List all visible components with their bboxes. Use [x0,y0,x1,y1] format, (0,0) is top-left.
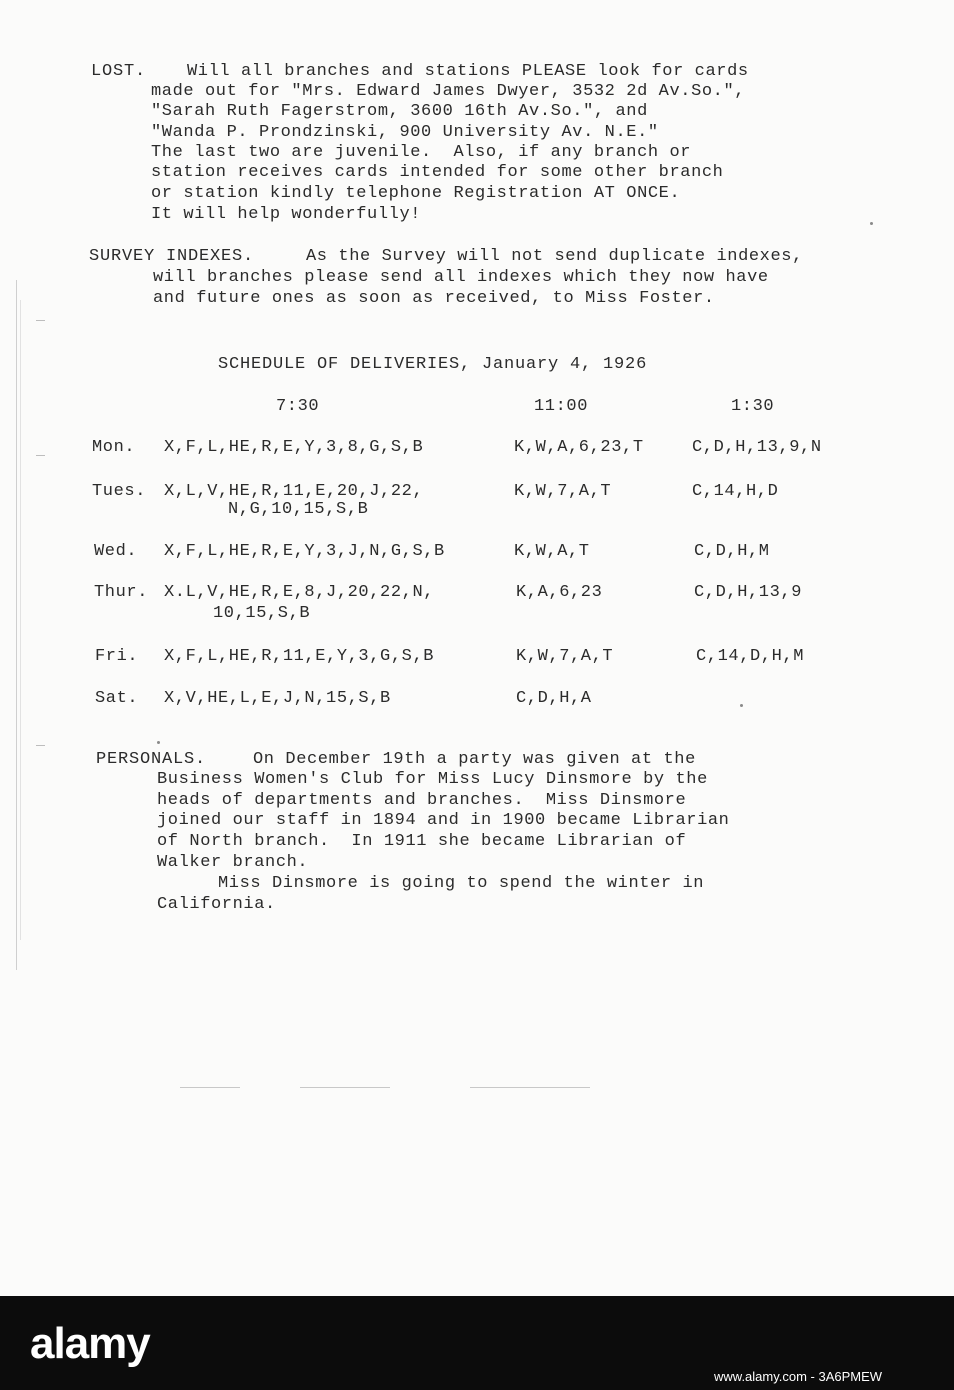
faint-rule [180,1087,240,1088]
schedule-day: Tues. [92,482,147,501]
survey-line: will branches please send all indexes which they now have [153,268,769,287]
personals-line: of North branch. In 1911 she became Librarian of [157,832,687,851]
faint-rule [300,1087,390,1088]
personals-line: Business Women's Club for Miss Lucy Dinsmore by the [157,770,708,789]
schedule-cell: C,D,H,M [694,542,770,561]
schedule-cell: C,14,H,D [692,482,779,501]
lost-line: "Sarah Ruth Fagerstrom, 3600 16th Av.So.", and [151,102,648,121]
margin-tick [36,455,45,456]
schedule-cell: X,L,V,HE,R,11,E,20,J,22, [164,482,424,501]
faint-rule [470,1087,590,1088]
schedule-cell: K,W,7,A,T [516,647,614,666]
schedule-cell: K,A,6,23 [516,583,603,602]
schedule-cell: X.L,V,HE,R,E,8,J,20,22,N, [164,583,435,602]
ink-speck [870,222,873,225]
schedule-cell: 10,15,S,B [213,604,311,623]
image-reference: www.alamy.com - 3A6PMEW [714,1369,883,1384]
schedule-cell: X,F,L,HE,R,E,Y,3,8,G,S,B [164,438,424,457]
lost-line: station receives cards intended for some other branch [151,163,724,182]
schedule-cell: K,W,7,A,T [514,482,612,501]
lost-line: Will all branches and stations PLEASE look for cards [187,62,749,81]
survey-line: and future ones as soon as received, to Miss Foster. [153,289,715,308]
schedule-cell: C,D,H,13,9 [694,583,803,602]
time-header: 11:00 [534,397,589,416]
schedule-day: Mon. [92,438,136,457]
personals-line: Miss Dinsmore is going to spend the winter in [218,874,705,893]
schedule-cell: K,W,A,T [514,542,590,561]
survey-line: As the Survey will not send duplicate indexes, [306,247,803,266]
personals-line: joined our staff in 1894 and in 1900 became Librarian [157,811,730,830]
personals-line: heads of departments and branches. Miss Dinsmore [157,791,687,810]
lost-line: "Wanda P. Prondzinski, 900 University Av. N.E." [151,123,659,142]
personals-heading: PERSONALS. [96,750,207,769]
lost-line: or station kindly telephone Registration AT ONCE. [151,184,681,203]
schedule-cell: X,F,L,HE,R,E,Y,3,J,N,G,S,B [164,542,445,561]
alamy-logo: alamy [30,1319,150,1368]
lost-line: made out for "Mrs. Edward James Dwyer, 3532 2d Av.So.", [151,82,746,101]
lost-heading: LOST. [91,62,147,81]
ink-speck [157,741,160,744]
lost-line: It will help wonderfully! [151,205,422,224]
personals-line: California. [157,895,276,914]
schedule-cell: X,V,HE,L,E,J,N,15,S,B [164,689,391,708]
schedule-day: Thur. [94,583,149,602]
margin-tick [36,745,45,746]
time-header: 7:30 [276,397,320,416]
schedule-cell: N,G,10,15,S,B [228,500,369,519]
schedule-cell: C,14,D,H,M [696,647,805,666]
survey-heading: SURVEY INDEXES. [89,247,255,266]
schedule-title: SCHEDULE OF DELIVERIES, January 4, 1926 [218,355,648,374]
schedule-cell: K,W,A,6,23,T [514,438,644,457]
schedule-cell: C,D,H,A [516,689,592,708]
margin-rule [16,280,17,970]
schedule-day: Fri. [95,647,139,666]
schedule-day: Sat. [95,689,139,708]
time-header: 1:30 [731,397,775,416]
ink-speck [740,704,743,707]
personals-line: Walker branch. [157,853,309,872]
lost-line: The last two are juvenile. Also, if any branch or [151,143,692,162]
schedule-cell: X,F,L,HE,R,11,E,Y,3,G,S,B [164,647,435,666]
personals-line: On December 19th a party was given at the [253,750,696,769]
margin-tick [36,320,45,321]
schedule-day: Wed. [94,542,138,561]
margin-rule [20,300,21,940]
schedule-cell: C,D,H,13,9,N [692,438,822,457]
